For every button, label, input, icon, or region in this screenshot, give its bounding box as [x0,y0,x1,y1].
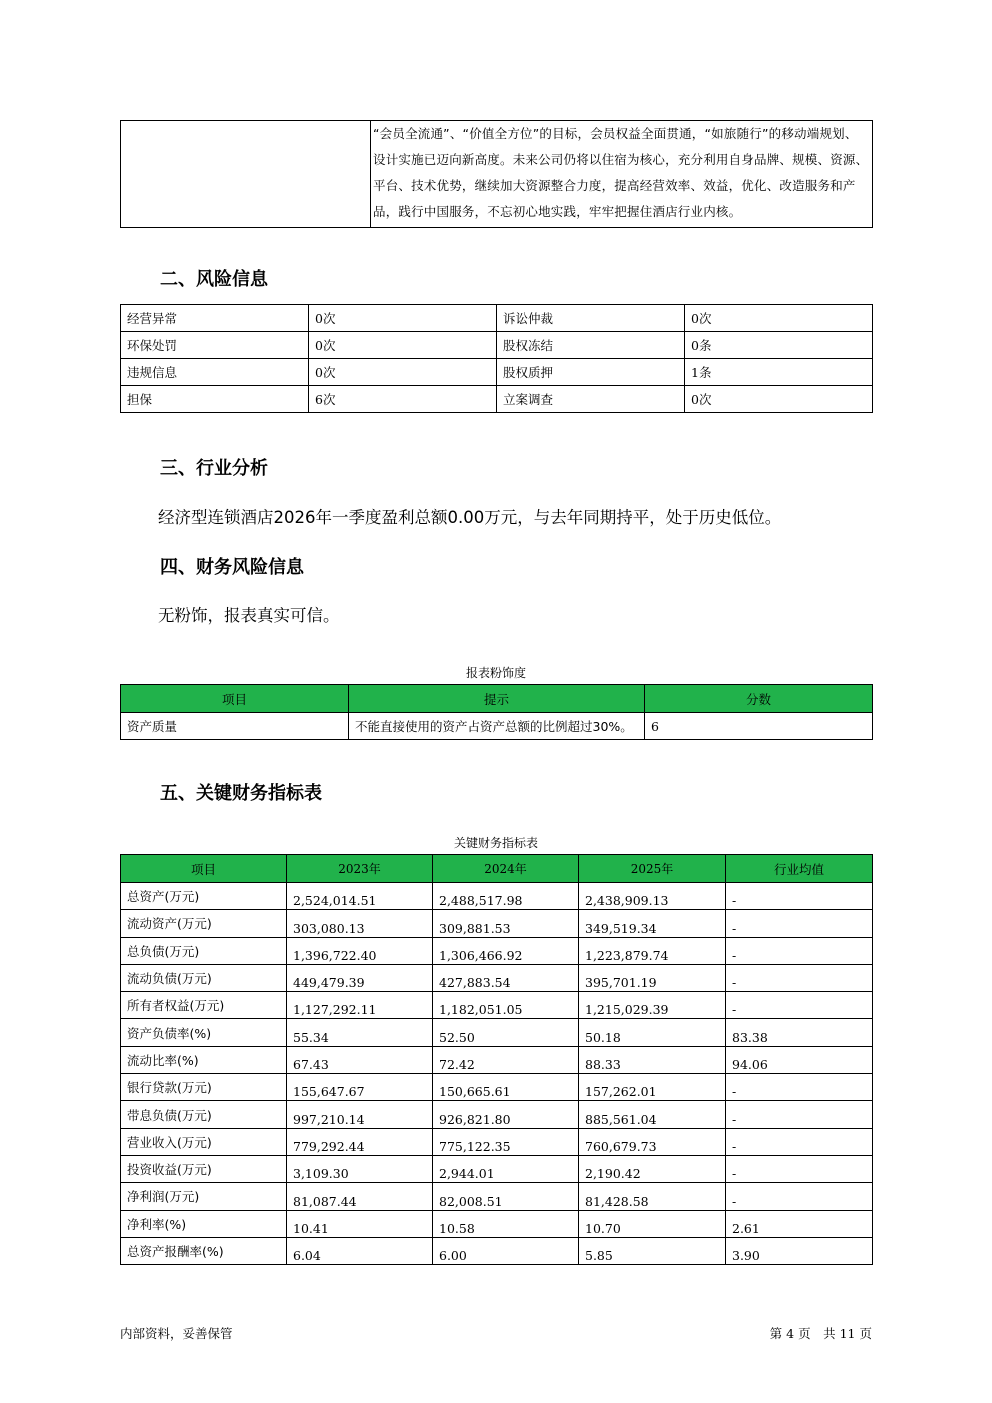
kpi-item: 所有者权益(万元) [121,992,287,1019]
intro-table [120,120,873,228]
risk-label: 股权冻结 [497,332,685,359]
intro-line: “会员全流通”、“价值全方位”的目标，会员权益全面贯通，“如旅随行”的移动端规划、 [373,126,858,141]
section-title-financial-risk: 四、财务风险信息 [160,557,304,578]
kpi-item: 净利润(万元) [121,1183,287,1210]
intro-line: 品，践行中国服务，不忘初心地实践，牢牢把握住酒店行业内核。 [373,204,742,219]
table-row [121,937,873,964]
kpi-value-2024: 427,883.54 [433,964,579,991]
kpi-table [120,854,873,1265]
kpi-value-industry-avg: 2.61 [726,1210,873,1237]
kpi-value-2024: 72.42 [433,1046,579,1073]
kpi-value-2024: 309,881.53 [433,910,579,937]
kpi-value-industry-avg: - [726,1183,873,1210]
intro-paragraph-cell [371,121,873,228]
financial-risk-text: 无粉饰，报表真实可信。 [158,606,340,625]
kpi-value-industry-avg: - [726,910,873,937]
kpi-value-industry-avg: - [726,1074,873,1101]
table-row [121,1128,873,1155]
table-row [121,992,873,1019]
kpi-value-2024: 52.50 [433,1019,579,1046]
kpi-header-row [121,855,873,883]
kpi-value-2023: 6.04 [287,1237,433,1264]
kpi-value-2025: 88.33 [579,1046,726,1073]
kpi-value-2025: 50.18 [579,1019,726,1046]
kpi-item: 总资产报酬率(%) [121,1237,287,1264]
table-row [121,713,873,740]
kpi-item: 投资收益(万元) [121,1155,287,1182]
kpi-value-2024: 150,665.61 [433,1074,579,1101]
risk-value: 6次 [309,386,497,413]
kpi-value-industry-avg: - [726,883,873,910]
table-row [121,1237,873,1264]
kpi-value-2023: 1,396,722.40 [287,937,433,964]
risk-label: 经营异常 [121,305,309,332]
section-title-kpi: 五、关键财务指标表 [160,783,322,804]
kpi-value-2023: 1,127,292.11 [287,992,433,1019]
footer-page-number [770,1324,872,1342]
kpi-value-2024: 2,944.01 [433,1155,579,1182]
kpi-value-2024: 2,488,517.98 [433,883,579,910]
kpi-value-2023: 449,479.39 [287,964,433,991]
intro-empty-cell [121,121,371,228]
kpi-value-2023: 10.41 [287,1210,433,1237]
whitewash-item: 资产质量 [121,713,349,740]
kpi-value-2025: 395,701.19 [579,964,726,991]
table-row [121,1046,873,1073]
kpi-item: 流动比率(%) [121,1046,287,1073]
kpi-value-2023: 55.34 [287,1019,433,1046]
risk-value: 0次 [309,332,497,359]
risk-label: 立案调查 [497,386,685,413]
kpi-value-industry-avg: - [726,1101,873,1128]
risk-label: 股权质押 [497,359,685,386]
kpi-value-2023: 67.43 [287,1046,433,1073]
kpi-table-caption: 关键财务指标表 [453,836,538,850]
kpi-value-industry-avg: - [726,992,873,1019]
kpi-item: 总负债(万元) [121,937,287,964]
kpi-header-industry-avg: 行业均值 [726,855,873,883]
section-title-risk: 二、风险信息 [160,269,268,290]
table-row [121,332,873,359]
table-row [121,964,873,991]
kpi-value-2023: 81,087.44 [287,1183,433,1210]
kpi-value-2024: 10.58 [433,1210,579,1237]
risk-label: 违规信息 [121,359,309,386]
risk-label: 诉讼仲裁 [497,305,685,332]
kpi-value-2024: 82,008.51 [433,1183,579,1210]
kpi-value-2024: 1,306,466.92 [433,937,579,964]
kpi-value-2024: 926,821.80 [433,1101,579,1128]
table-row [121,1019,873,1046]
table-row [121,1183,873,1210]
kpi-item: 流动负债(万元) [121,964,287,991]
kpi-value-2023: 303,080.13 [287,910,433,937]
kpi-value-2025: 5.85 [579,1237,726,1264]
intro-line: 设计实施已迈向新高度。未来公司仍将以住宿为核心，充分利用自身品牌、规模、资源、 [373,152,869,167]
risk-value: 0次 [685,386,873,413]
whitewash-table [120,684,873,740]
risk-value: 0次 [309,359,497,386]
kpi-value-industry-avg: - [726,964,873,991]
footer-confidential-note: 内部资料，妥善保管 [120,1326,233,1341]
kpi-value-2025: 1,215,029.39 [579,992,726,1019]
kpi-header-2023: 2023年 [287,855,433,883]
page-mid: 页 共 [798,1326,836,1341]
kpi-header-2025: 2025年 [579,855,726,883]
whitewash-table-caption: 报表粉饰度 [465,666,526,680]
table-row [121,910,873,937]
risk-value: 0条 [685,332,873,359]
kpi-value-2025: 2,438,909.13 [579,883,726,910]
kpi-value-2024: 775,122.35 [433,1128,579,1155]
kpi-value-2025: 760,679.73 [579,1128,726,1155]
kpi-item: 营业收入(万元) [121,1128,287,1155]
kpi-item: 银行贷款(万元) [121,1074,287,1101]
table-row [121,883,873,910]
whitewash-header-score: 分数 [645,685,873,713]
kpi-value-industry-avg: - [726,937,873,964]
page-current: 4 [786,1326,795,1341]
kpi-value-industry-avg: 83.38 [726,1019,873,1046]
risk-value: 0次 [685,305,873,332]
kpi-value-2025: 349,519.34 [579,910,726,937]
kpi-header-item: 项目 [121,855,287,883]
kpi-value-2025: 885,561.04 [579,1101,726,1128]
whitewash-header-hint: 提示 [349,685,645,713]
page-prefix: 第 [769,1326,783,1341]
table-row [121,1155,873,1182]
kpi-value-2024: 6.00 [433,1237,579,1264]
kpi-value-industry-avg: - [726,1128,873,1155]
risk-label: 担保 [121,386,309,413]
table-row [121,386,873,413]
kpi-header-2024: 2024年 [433,855,579,883]
whitewash-header-item: 项目 [121,685,349,713]
section-title-industry: 三、行业分析 [160,458,268,479]
kpi-value-2023: 155,647.67 [287,1074,433,1101]
kpi-value-2025: 1,223,879.74 [579,937,726,964]
kpi-value-industry-avg: 94.06 [726,1046,873,1073]
kpi-item: 总资产(万元) [121,883,287,910]
kpi-value-industry-avg: 3.90 [726,1237,873,1264]
table-row [121,305,873,332]
intro-line: 平台、技术优势，继续加大资源整合力度，提高经营效率、效益，优化、改造服务和产 [373,178,856,193]
risk-table [120,304,873,413]
industry-text: 经济型连锁酒店2026年一季度盈利总额0.00万元，与去年同期持平，处于历史低位。 [158,508,782,527]
kpi-item: 资产负债率(%) [121,1019,287,1046]
whitewash-hint: 不能直接使用的资产占资产总额的比例超过30%。 [349,713,645,740]
table-row [121,359,873,386]
whitewash-score: 6 [645,713,873,740]
kpi-value-2025: 2,190.42 [579,1155,726,1182]
risk-value: 0次 [309,305,497,332]
whitewash-header-row [121,685,873,713]
kpi-value-2024: 1,182,051.05 [433,992,579,1019]
kpi-item: 带息负债(万元) [121,1101,287,1128]
kpi-value-2023: 3,109.30 [287,1155,433,1182]
kpi-value-2023: 997,210.14 [287,1101,433,1128]
risk-value: 1条 [685,359,873,386]
page-suffix: 页 [859,1326,872,1341]
page-total: 11 [839,1326,856,1341]
kpi-value-2023: 2,524,014.51 [287,883,433,910]
intro-row [121,121,873,228]
kpi-value-2025: 81,428.58 [579,1183,726,1210]
kpi-item: 流动资产(万元) [121,910,287,937]
table-row [121,1210,873,1237]
kpi-value-2025: 10.70 [579,1210,726,1237]
kpi-value-industry-avg: - [726,1155,873,1182]
kpi-value-2025: 157,262.01 [579,1074,726,1101]
risk-label: 环保处罚 [121,332,309,359]
table-row [121,1074,873,1101]
kpi-value-2023: 779,292.44 [287,1128,433,1155]
table-row [121,1101,873,1128]
kpi-item: 净利率(%) [121,1210,287,1237]
